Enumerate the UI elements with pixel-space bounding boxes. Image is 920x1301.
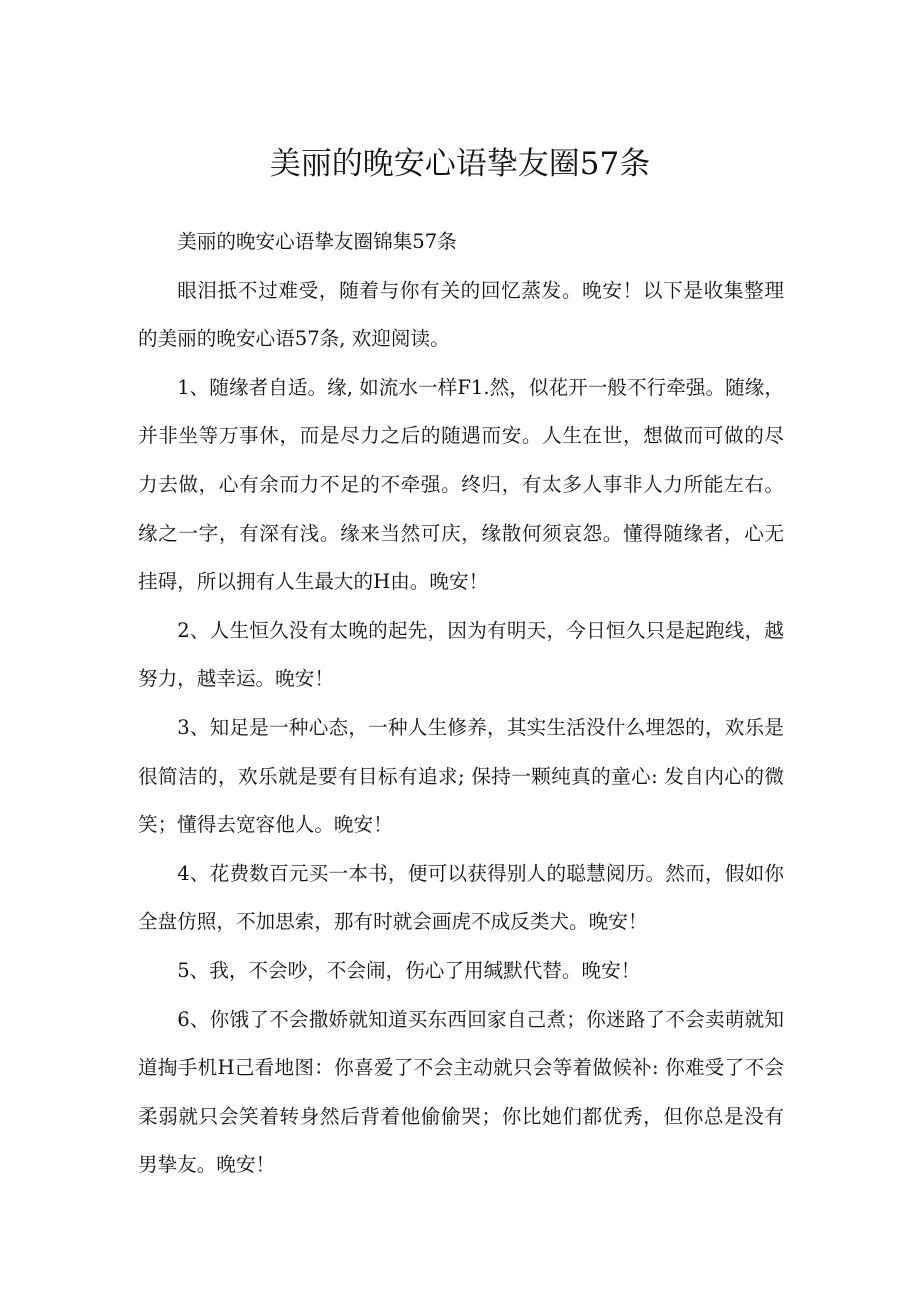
quote-paragraph-1: 1、随缘者自适。缘, 如流水一样F1.然，似花开一般不行牵强。随缘，并非坐等万事休，而是尽力之后的随遇而安。人生在世，想做而可做的尽力去做，心有余而力不足的不牵强。终归，有太多人事非人力所能左右。缘之一字，有深有浅。缘来当然可庆，缘散何须哀怨。懂得随缘者，心无挂碍，所以拥有人生最大的H由。晚安！ [138, 375, 784, 594]
quote-paragraph-6: 6、你饿了不会撒娇就知道买东西回家自己煮；你迷路了不会卖萌就知道掏手机H己看地图：你喜爱了不会主动就只会等着做候补: 你难受了不会柔弱就只会笑着转身然后背着他偷偷哭；你比她们都优秀，但你总是没有男挚友。晚安！ [138, 1007, 784, 1177]
quote-paragraph-4: 4、花费数百元买一本书，便可以获得别人的聪慧阅历。然而，假如你全盘仿照，不加思索，那有时就会画虎不成反类犬。晚安！ [138, 861, 784, 934]
subtitle-paragraph: 美丽的晚安心语挚友圈锦集57条 [177, 230, 457, 253]
page-title: 美丽的晚安心语挚友圈57条 [269, 146, 651, 182]
quote-paragraph-3: 3、知足是一种心态，一种人生修养，其实生活没什么埋怨的，欢乐是很简洁的，欢乐就是要有目标有追求; 保持一颗纯真的童心: 发自内心的微笑；懂得去宽容他人。晚安！ [138, 715, 784, 837]
quote-paragraph-5: 5、我，不会吵，不会闹，伤心了用缄默代替。晚安！ [177, 958, 641, 982]
document-body [138, 218, 784, 1190]
intro-paragraph: 眼泪抵不过难受，随着与你有关的回忆蒸发。晚安！以下是收集整理的美丽的晚安心语57条, 欢迎阅读。 [138, 278, 784, 351]
quote-paragraph-2: 2、人生恒久没有太晚的起先，因为有明天，今日恒久只是起跑线，越努力，越幸运。晚安！ [138, 618, 784, 691]
